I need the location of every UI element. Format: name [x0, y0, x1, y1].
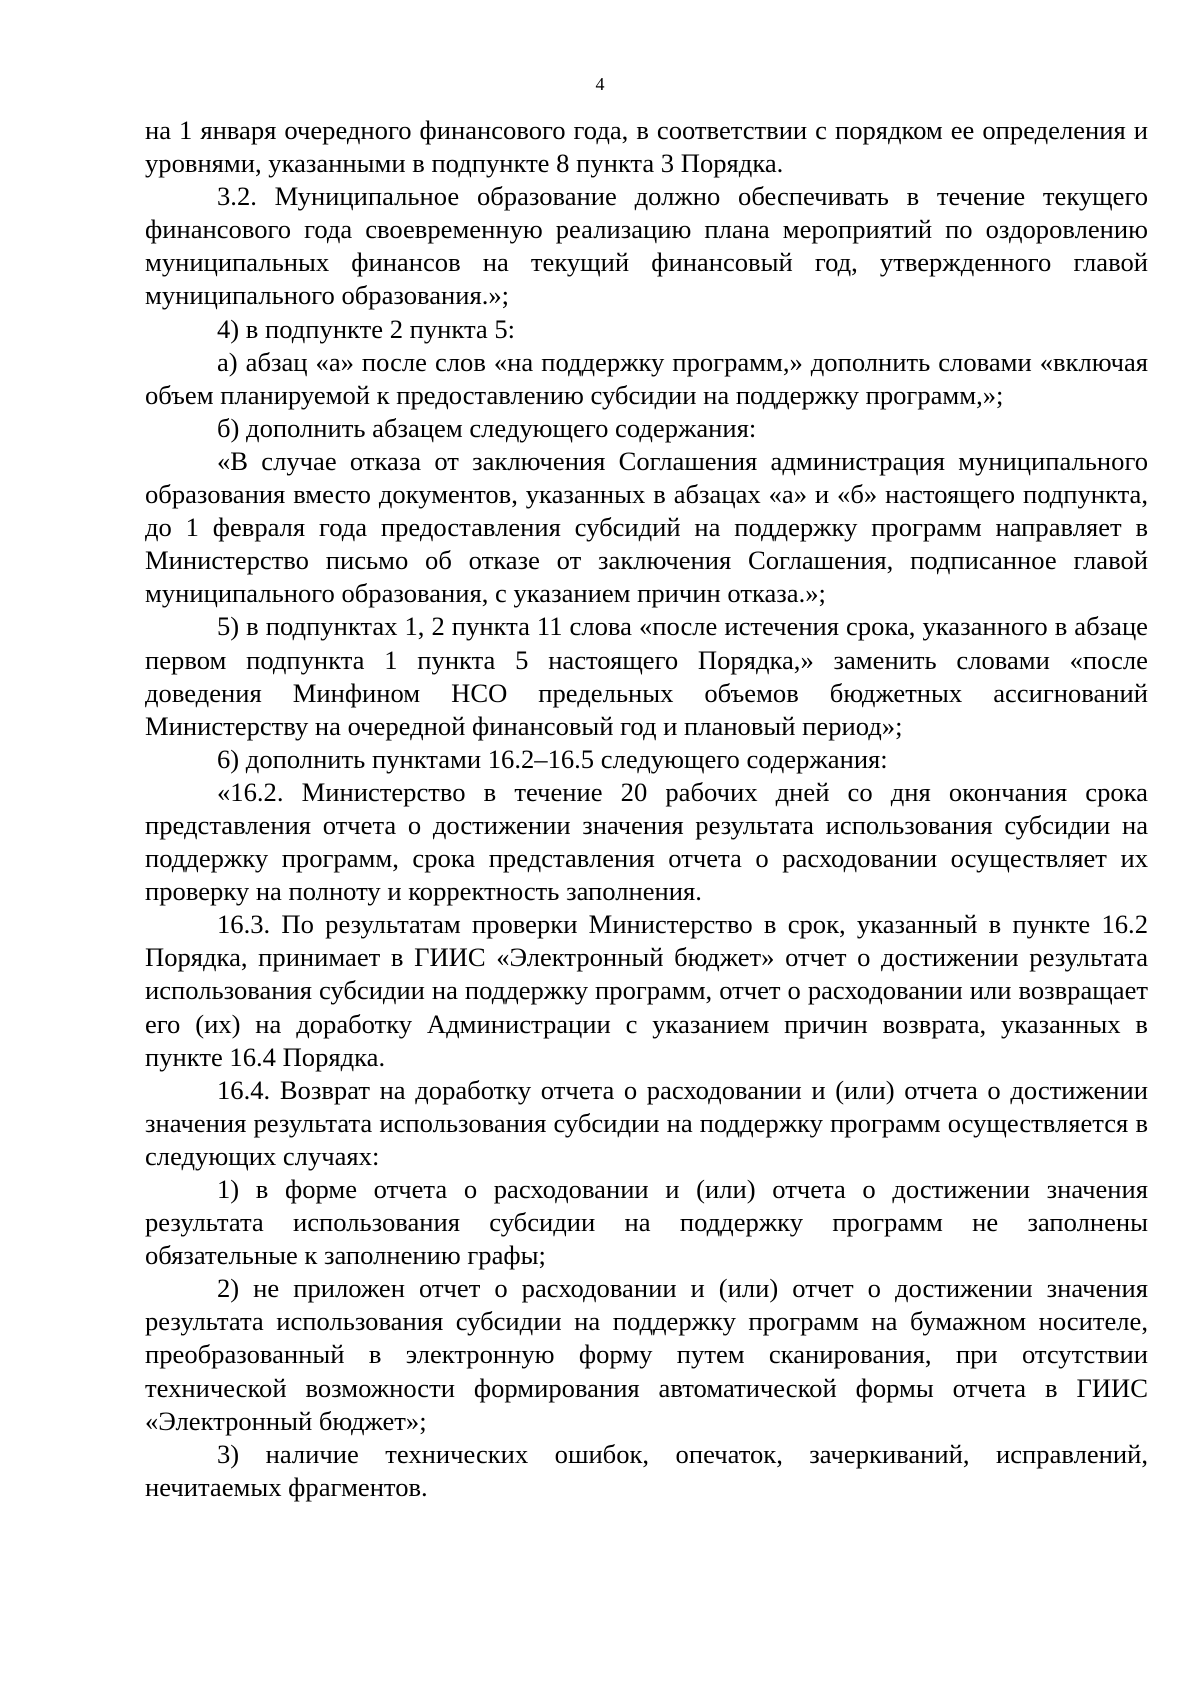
paragraph-16-4-1: 1) в форме отчета о расходовании и (или) отчета о достижении значения результата использования субсидии на поддержку программ не заполнены обязательные к заполнению графы; [145, 1174, 1148, 1271]
paragraph-item-4a: а) абзац «а» после слов «на поддержку программ,» дополнить словами «включая объем планируемой к предоставлению субсидии на поддержку программ,»; [145, 346, 1148, 410]
paragraph-16-4-2: 2) не приложен отчет о расходовании и (или) отчет о достижении значения результата использования субсидии на поддержку программ на бумажном носителе, преобразованный в электронную форму путем сканирования, при отсутствии технической возможности формирования автоматической формы отчета в ГИИС «Электронный бюджет»; [145, 1273, 1148, 1436]
paragraph-16-4-3: 3) наличие технических ошибок, опечаток, зачеркиваний, исправлений, нечитаемых фрагментов. [145, 1438, 1148, 1502]
paragraph-16-2: «16.2. Министерство в течение 20 рабочих дней со дня окончания срока представления отчета о достижении значения результата использования субсидии на поддержку программ, срока представления отчета о расходовании осуществляет их проверку на полноту и корректность заполнения. [145, 776, 1148, 907]
paragraph-item-6: 6) дополнить пунктами 16.2–16.5 следующего содержания: [217, 743, 888, 774]
document-body [145, 114, 1148, 1504]
paragraph-continuation: на 1 января очередного финансового года, в соответствии с порядком ее определения и уровнями, указанными в подпункте 8 пункта 3 Порядка. [145, 115, 1148, 179]
paragraph-16-4: 16.4. Возврат на доработку отчета о расходовании и (или) отчета о достижении значения результата использования субсидии на поддержку программ осуществляется в следующих случаях: [145, 1074, 1148, 1171]
paragraph-item-4: 4) в подпункте 2 пункта 5: [217, 313, 516, 344]
paragraph-refusal-clause: «В случае отказа от заключения Соглашения администрация муниципального образования вместо документов, указанных в абзацах «а» и «б» настоящего подпункта, до 1 февраля года предоставления субсидий на поддержку программ направляет в Министерство письмо об отказе от заключения Соглашения, подписанное главой муниципального образования, с указанием причин отказа.»; [145, 445, 1148, 609]
paragraph-item-5: 5) в подпунктах 1, 2 пункта 11 слова «после истечения срока, указанного в абзаце первом подпункта 1 пункта 5 настоящего Порядка,» заменить словами «после доведения Минфином НСО предельных объемов бюджетных ассигнований Министерству на очередной финансовый год и плановый период»; [145, 611, 1148, 741]
paragraph-item-4b: б) дополнить абзацем следующего содержания: [217, 412, 757, 443]
paragraph-3-2: 3.2. Муниципальное образование должно обеспечивать в течение текущего финансового года своевременную реализацию плана мероприятий по оздоровлению муниципальных финансов на текущий финансовый год, утвержденного главой муниципального образования.»; [145, 181, 1148, 311]
paragraph-16-3: 16.3. По результатам проверки Министерство в срок, указанный в пункте 16.2 Порядка, принимает в ГИИС «Электронный бюджет» отчет о достижении результата использования субсидии на поддержку программ, отчет о расходовании или возвращает его (их) на доработку Администрации с указанием причин возврата, указанных в пункте 16.4 Порядка. [145, 909, 1148, 1072]
page-number: 4 [595, 74, 605, 94]
